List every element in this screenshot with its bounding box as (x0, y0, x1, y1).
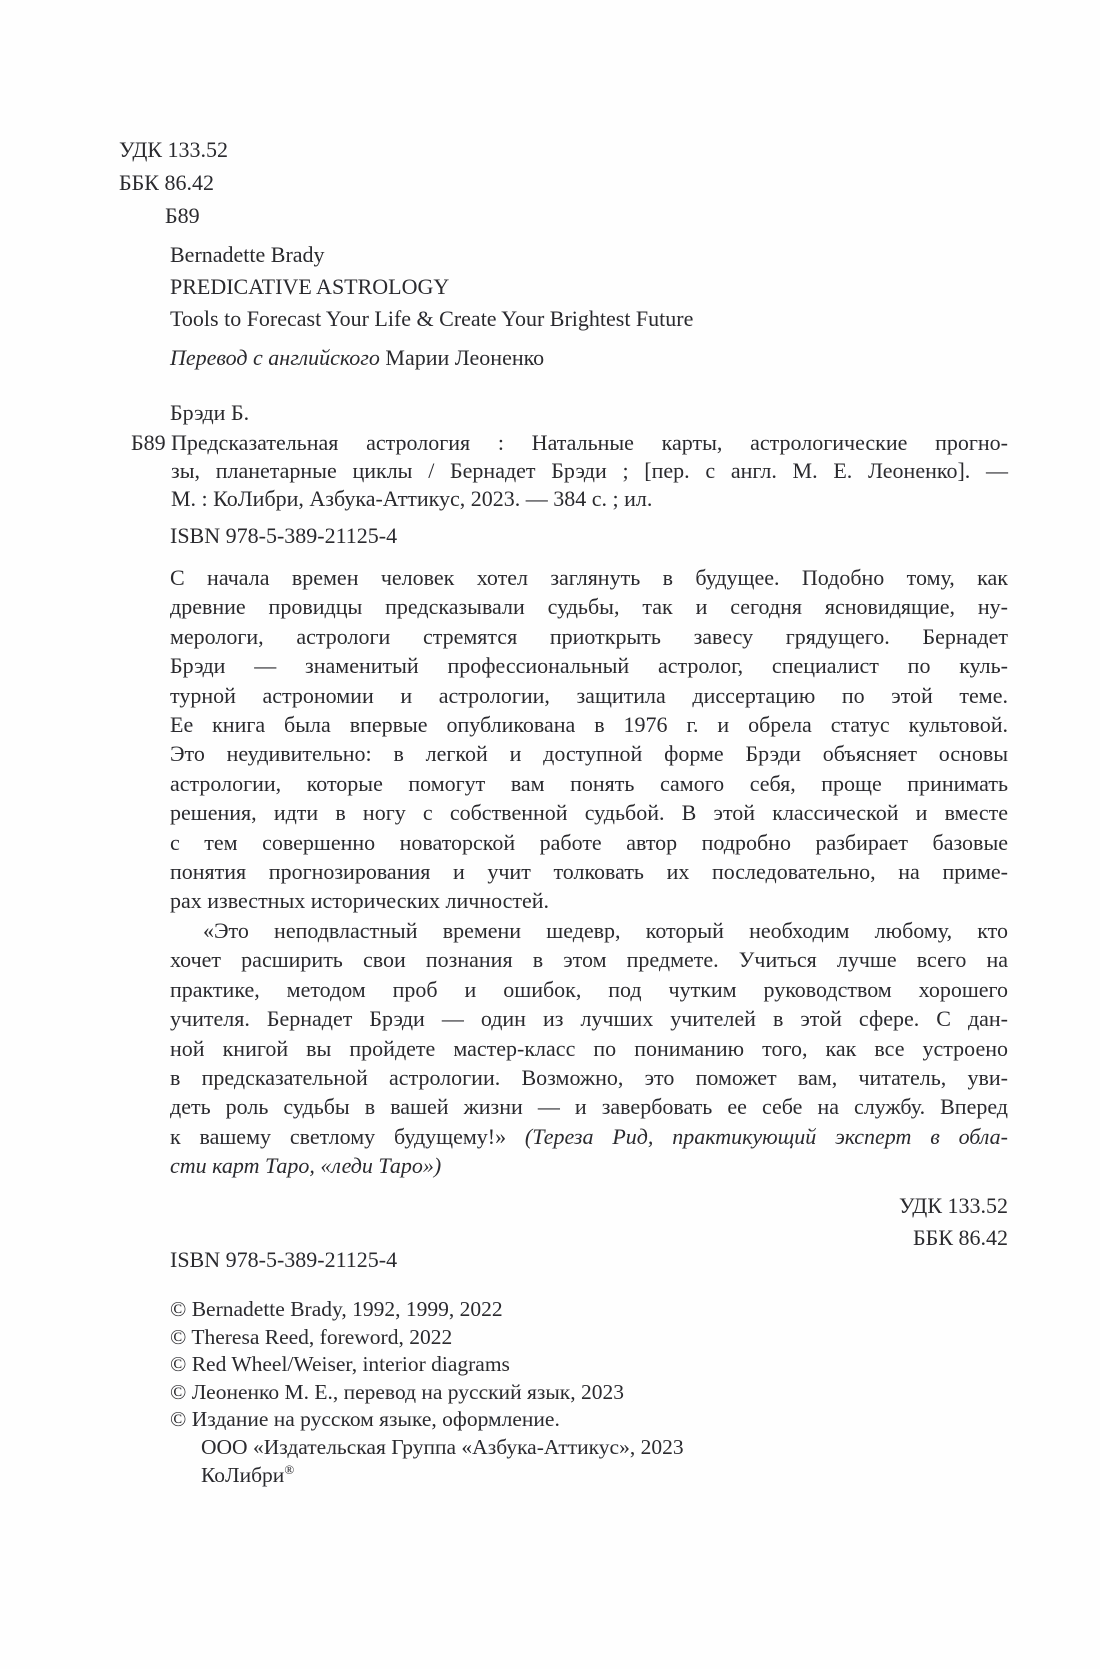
copyright-line: © Bernadette Brady, 1992, 1999, 2022 (170, 1297, 503, 1321)
bib-line: М. : КоЛибри, Азбука-Аттикус, 2023. — 384 с. ; ил. (171, 486, 653, 511)
annotation-line (170, 1122, 1008, 1151)
bib-line: Предсказательная астрология : Натальные карты, астрологические прогно- (171, 430, 1008, 455)
bib-line: зы, планетарные циклы / Бернадет Брэди ; [пер. с англ. М. Е. Леоненко]. — (171, 458, 1008, 483)
publisher-name: КоЛибри (201, 1462, 285, 1487)
udk-code-bottom: УДК 133.52 (898, 1193, 1008, 1218)
annotation-line: ной книгой вы пройдете мастер-класс по пониманию того, как все устроено (170, 1035, 1008, 1061)
annotation-line: понятия прогнозирования и учит толковать их последовательно, на приме- (170, 859, 1008, 885)
isbn-bottom: ISBN 978-5-389-21125-4 (170, 1247, 398, 1272)
copyright-line: © Red Wheel/Weiser, interior diagrams (170, 1352, 510, 1377)
annotation-line: в предсказательной астрологии. Возможно, это поможет вам, читатель, уви- (170, 1064, 1008, 1090)
annotation-line: астрологии, которые помогут вам понять самого себя, проще принимать (170, 770, 1008, 796)
original-title: PREDICATIVE ASTROLOGY (170, 274, 450, 299)
copyright-line: ООО «Издательская Группа «Азбука-Аттикус», 2023 (201, 1434, 684, 1459)
annotation-line: древние провидцы предсказывали судьбы, так и сегодня ясновидящие, ну- (170, 594, 1008, 620)
annotation-line: деть роль судьбы в вашей жизни — и завербовать ее себе на службу. Вперед (170, 1094, 1008, 1120)
bib-author-heading: Брэди Б. (170, 400, 250, 425)
translation-credit (170, 345, 544, 371)
bottom-cataloguing-codes (170, 1190, 1008, 1254)
registered-trademark-icon: ® (284, 1461, 295, 1477)
isbn-top: ISBN 978-5-389-21125-4 (170, 523, 398, 548)
annotation-line: с тем совершенно новаторской работе автор подробно разбирает базовые (170, 829, 1008, 855)
annotation-line: «Это неподвластный времени шедевр, который необходим любому, кто (203, 917, 1008, 943)
quote-attribution-start: (Тереза Рид, практикующий эксперт в обла- (524, 1123, 1008, 1149)
annotation-line: практике, методом проб и ошибок, под чутким руководством хорошего (170, 976, 1008, 1002)
top-cataloguing-codes (119, 133, 228, 232)
annotation-line: Ее книга была впервые опубликована в 1976 г. и обрела статус культовой. (170, 712, 1008, 738)
annotation-line: Это неудивительно: в легкой и доступной форме Брэди объясняет основы (170, 741, 1008, 767)
annotation-line: рах известных исторических личностей. (170, 888, 550, 914)
original-title-block (170, 239, 693, 335)
translation-label: Перевод с английского (170, 345, 380, 370)
annotation-text (170, 563, 1008, 1181)
copyright-line (170, 1462, 684, 1490)
copyright-line: © Издание на русском языке, оформление. (170, 1407, 560, 1432)
quote-end: к вашему светлому будущему!» (170, 1123, 525, 1149)
bbk-code: ББК 86.42 (119, 170, 214, 195)
annotation-line: хочет расширить свои познания в этом предмете. Учиться лучше всего на (170, 947, 1008, 973)
author-sign-code: Б89 (165, 203, 200, 228)
bibliographic-record (131, 429, 1008, 513)
original-subtitle: Tools to Forecast Your Life & Create Your Brightest Future (170, 306, 694, 331)
copyright-line: © Леоненко М. Е., перевод на русский язык, 2023 (170, 1379, 624, 1404)
udk-code: УДК 133.52 (119, 137, 229, 162)
annotation-line: учителя. Бернадет Брэди — один из лучших учителей в этой сфере. С дан- (170, 1006, 1008, 1032)
copyright-block (170, 1296, 684, 1489)
annotation-line: Брэди — знаменитый профессиональный астролог, специалист по куль- (170, 653, 1008, 679)
annotation-line: решения, идти в ногу с собственной судьбой. В этой классической и вместе (170, 800, 1008, 826)
copyright-line: © Theresa Reed, foreword, 2022 (170, 1324, 453, 1349)
annotation-line: С начала времен человек хотел заглянуть в будущее. Подобно тому, как (170, 565, 1008, 590)
bib-code: Б89 (131, 430, 166, 455)
translator-name: Марии Леоненко (379, 345, 545, 370)
annotation-line: мерологи, астрологи стремятся приоткрыть завесу грядущего. Бернадет (170, 623, 1008, 649)
annotation-line: турной астрономии и астрологии, защитила диссертацию по этой теме. (170, 682, 1008, 708)
original-author: Bernadette Brady (170, 242, 325, 267)
bib-description (171, 429, 1008, 513)
quote-attribution-end: сти карт Таро, «леди Таро») (170, 1153, 442, 1179)
bbk-code-bottom: ББК 86.42 (913, 1225, 1008, 1250)
